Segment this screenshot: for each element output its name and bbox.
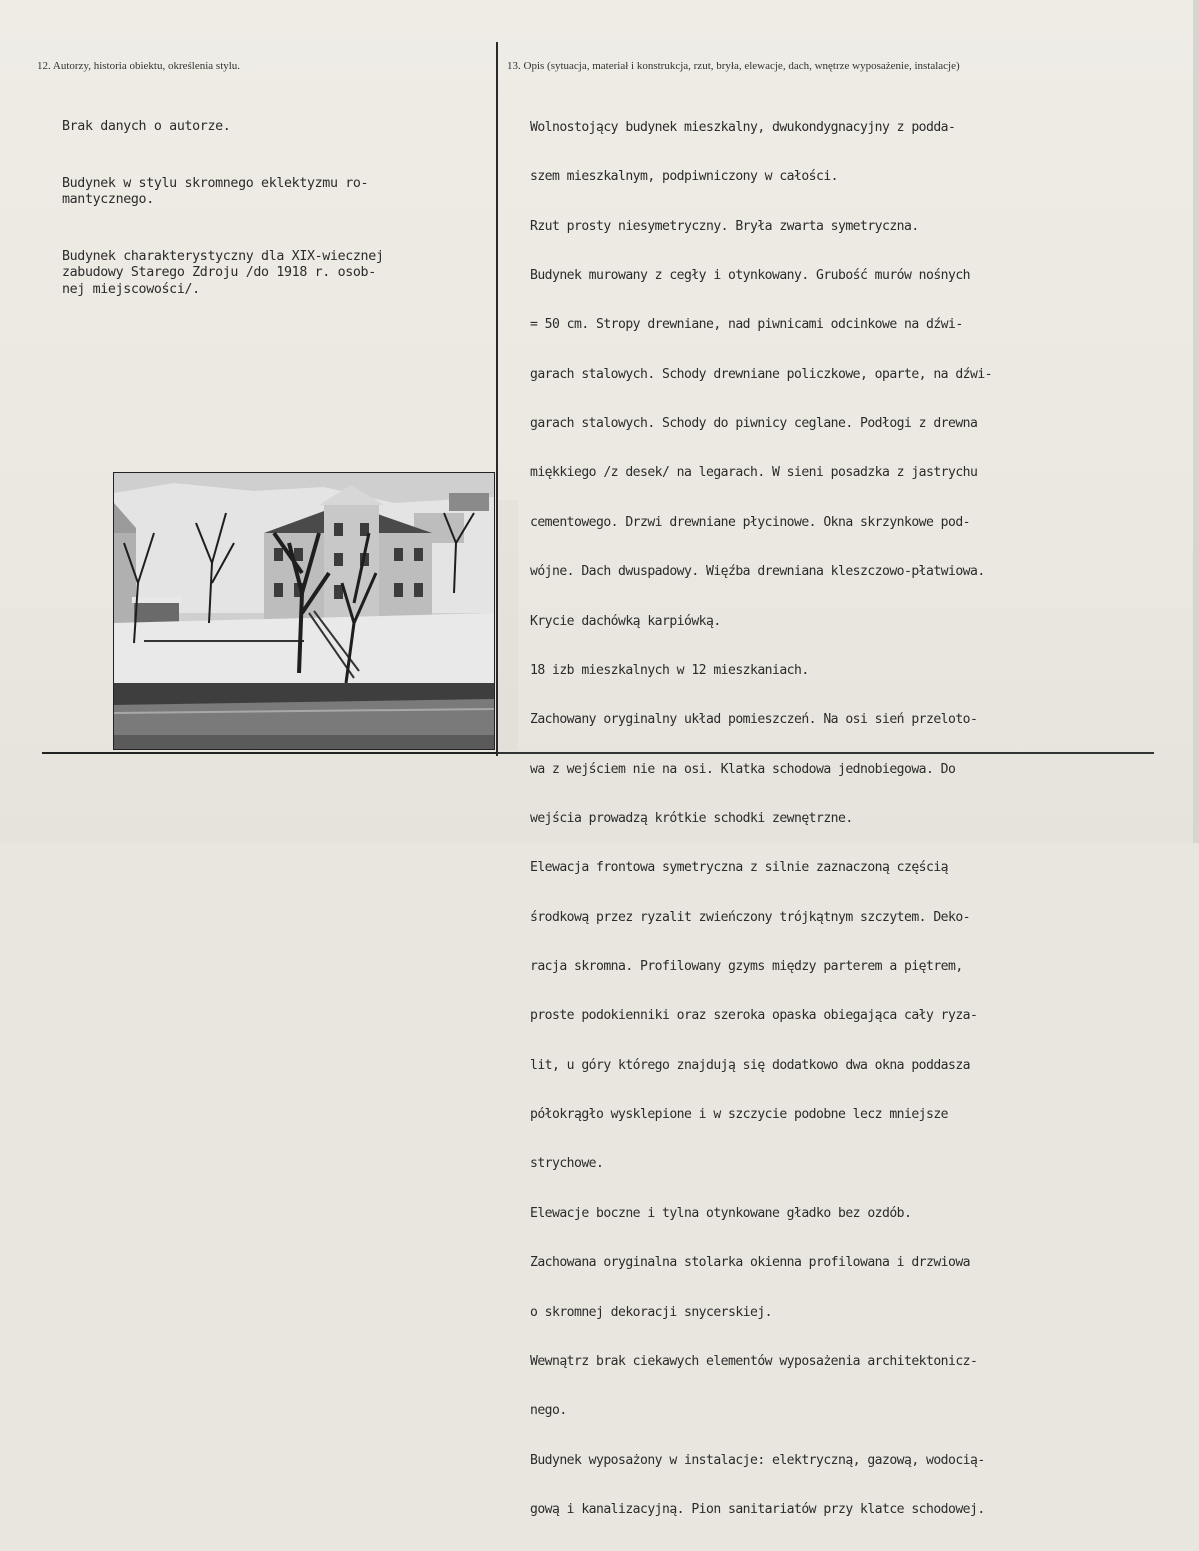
- paragraph-authors: Brak danych o autorze.: [62, 119, 231, 134]
- winter-building-photo: [114, 473, 494, 749]
- description-line: lit, u góry którego znajdują się dodatkowo dwa okna poddasza: [530, 1057, 970, 1073]
- description-line: wejścia prowadzą krótkie schodki zewnętrzne.: [530, 810, 853, 826]
- description-line: Zachowany oryginalny układ pomieszczeń. Na osi sień przeloto-: [530, 712, 978, 728]
- description-line: = 50 cm. Stropy drewniane, nad piwnicami odcinkowe na dźwi-: [530, 317, 963, 333]
- description-line: 18 izb mieszkalnych w 12 mieszkaniach.: [530, 662, 809, 678]
- description-line: o skromnej dekoracji snycerskiej.: [530, 1304, 772, 1320]
- description-line: Wewnątrz brak ciekawych elementów wyposażenia architektonicz-: [530, 1353, 978, 1369]
- section-13-body: [530, 87, 992, 1551]
- building-photo: [113, 472, 495, 750]
- description-line: strychowe.: [530, 1156, 604, 1172]
- section-12-header: 12. Autorzy, historia obiektu, określenia stylu.: [37, 60, 241, 72]
- description-line: Zachowana oryginalna stolarka okienna profilowana i drzwiowa: [530, 1255, 970, 1271]
- description-line: cementowego. Drzwi drewniane płycinowe. Okna skrzynkowe pod-: [530, 514, 970, 530]
- description-line: środkową przez ryzalit zwieńczony trójkątnym szczytem. Deko-: [530, 909, 970, 925]
- description-line: proste podokienniki oraz szeroka opaska obiegająca cały ryza-: [530, 1008, 978, 1024]
- section-13-header: 13. Opis (sytuacja, materiał i konstrukcja, rzut, bryła, elewacje, dach, wnętrze wyposażenie, instalacje): [507, 60, 960, 72]
- description-line: gową i kanalizacyjną. Pion sanitariatów przy klatce schodowej.: [530, 1501, 985, 1517]
- description-line: garach stalowych. Schody drewniane policzkowe, oparte, na dźwi-: [530, 366, 992, 382]
- description-line: szem mieszkalnym, podpiwniczony w całości.: [530, 169, 838, 185]
- description-line: półokrągło wysklepione i w szczycie podobne lecz mniejsze: [530, 1107, 948, 1123]
- bottom-rule-left: [42, 752, 497, 754]
- description-line: Wolnostojący budynek mieszkalny, dwukondygnacyjny z podda-: [530, 119, 956, 135]
- description-line: miękkiego /z desek/ na legarach. W sieni posadzka z jastrychu: [530, 465, 978, 481]
- description-line: racja skromna. Profilowany gzyms między parterem a piętrem,: [530, 959, 963, 975]
- description-line: nego.: [530, 1403, 567, 1419]
- description-line: Elewacja frontowa symetryczna z silnie zaznaczoną częścią: [530, 860, 948, 876]
- description-line: Budynek wyposażony w instalacje: elektryczną, gazową, wodocią-: [530, 1452, 985, 1468]
- description-line: Krycie dachówką karpiówką.: [530, 613, 721, 629]
- description-line: wójne. Dach dwuspadowy. Więźba drewniana kleszczowo-płatwiowa.: [530, 564, 985, 580]
- description-line: Elewacje boczne i tylna otynkowane gładko bez ozdób.: [530, 1205, 912, 1221]
- section-12-body: [62, 86, 384, 338]
- paper-smudge: [498, 500, 518, 750]
- description-line: wa z wejściem nie na osi. Klatka schodowa jednobiegowa. Do: [530, 761, 956, 777]
- description-line: Rzut prosty niesymetryczny. Bryła zwarta symetryczna.: [530, 218, 919, 234]
- description-line: garach stalowych. Schody do piwnicy ceglane. Podłogi z drewna: [530, 416, 978, 432]
- paragraph-history: Budynek charakterystyczny dla XIX-wiecznej zabudowy Starego Zdroju /do 1918 r. osob- nej miejscowości/.: [62, 248, 384, 297]
- description-line: Budynek murowany z cegły i otynkowany. Grubość murów nośnych: [530, 267, 970, 283]
- paragraph-style: Budynek w stylu skromnego eklektyzmu ro- mantycznego.: [62, 175, 369, 207]
- paper-edge: [1193, 0, 1199, 843]
